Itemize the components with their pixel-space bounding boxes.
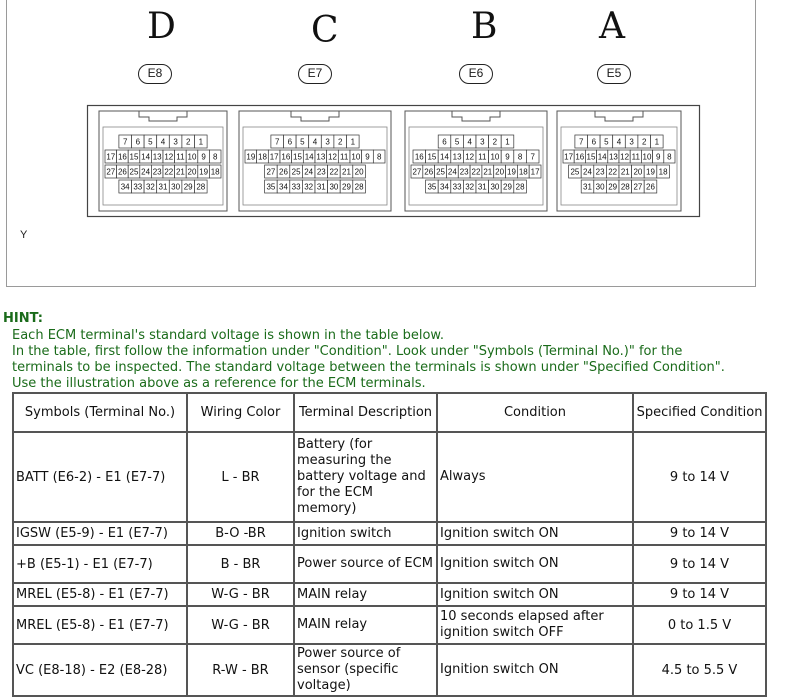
- pin-label: 11: [631, 152, 640, 162]
- pin-label: 28: [620, 182, 630, 192]
- table-row: [13, 606, 766, 644]
- pin-label: 25: [570, 167, 580, 177]
- header-condition: Condition: [437, 393, 633, 432]
- pin-label: 19: [507, 167, 516, 177]
- pin-label: 18: [258, 152, 267, 162]
- pin-label: 4: [616, 137, 622, 147]
- pin-label: 4: [160, 137, 166, 147]
- pin-label: 12: [164, 152, 174, 162]
- pin-label: 31: [477, 182, 487, 192]
- pin-label: 9: [655, 152, 661, 162]
- pin-label: 7: [530, 152, 535, 162]
- hint-title: HINT:: [3, 311, 43, 326]
- cell-wiring: B - BR: [187, 545, 294, 583]
- cell-wiring: R-W - BR: [187, 644, 294, 696]
- pin-label: 31: [583, 182, 592, 192]
- pin-label: 13: [152, 152, 162, 162]
- pin-label: 34: [120, 182, 130, 192]
- cell-wiring: B-O -BR: [187, 522, 294, 545]
- corner-mark: Y: [20, 229, 28, 241]
- pin-label: 3: [173, 137, 178, 147]
- cell-condition: Ignition switch ON: [437, 522, 633, 545]
- pin-label: 16: [117, 152, 127, 162]
- pin-label: 19: [199, 167, 209, 177]
- pin-label: 3: [325, 137, 330, 147]
- pin-label: 12: [620, 152, 630, 162]
- pin-label: 33: [291, 182, 301, 192]
- pin-label: 30: [171, 182, 181, 192]
- pin-label: 10: [642, 152, 652, 162]
- pin-label: 17: [106, 152, 116, 162]
- pin-label: 10: [490, 152, 500, 162]
- pin-label: 24: [583, 167, 592, 177]
- cell-condition: Ignition switch ON: [437, 545, 633, 583]
- pin-label: 2: [337, 137, 343, 147]
- pin-label: 23: [152, 167, 162, 177]
- pin-label: 32: [145, 182, 155, 192]
- pin-label: 16: [575, 152, 585, 162]
- pin-label: 31: [316, 182, 326, 192]
- pin-label: 5: [454, 137, 460, 147]
- pin-label: 14: [597, 152, 607, 162]
- pin-label: 21: [342, 167, 351, 177]
- pin-label: 21: [620, 167, 630, 177]
- pin-label: 5: [604, 137, 609, 147]
- pin-label: 4: [312, 137, 318, 147]
- cell-spec: 9 to 14 V: [633, 545, 766, 583]
- pin-label: 2: [185, 137, 191, 147]
- connector-code-e7: E7: [298, 64, 332, 84]
- pin-label: 27: [633, 182, 643, 192]
- ecm-connector-drawing: [87, 105, 700, 217]
- connector-letter-d: D: [147, 6, 176, 47]
- hint-line-4: Use the illustration above as a reference for the ECM terminals.: [12, 376, 426, 391]
- pin-label: 26: [117, 167, 127, 177]
- pin-label: 34: [440, 182, 449, 192]
- cell-spec: 9 to 14 V: [633, 522, 766, 545]
- pin-label: 15: [293, 152, 302, 162]
- connector-letter-b: B: [471, 6, 498, 47]
- pin-label: 20: [495, 167, 505, 177]
- pin-label: 6: [591, 137, 597, 147]
- pin-label: 29: [342, 182, 351, 192]
- cell-symbol: BATT (E6-2) - E1 (E7-7): [13, 432, 187, 522]
- header-specified-condition: Specified Condition: [633, 393, 766, 432]
- table-row: [13, 522, 766, 545]
- pin-label: 1: [654, 137, 660, 147]
- pin-label: 5: [300, 137, 305, 147]
- pin-label: 9: [201, 152, 206, 162]
- pin-label: 8: [517, 152, 523, 162]
- header-terminal-description: Terminal Description: [294, 393, 437, 432]
- pin-label: 11: [340, 152, 349, 162]
- cell-condition: 10 seconds elapsed after ignition switch OFF: [437, 606, 633, 644]
- connector-code-e5: E5: [597, 64, 631, 84]
- pin-label: 13: [452, 152, 462, 162]
- pin-label: 19: [646, 167, 655, 177]
- pin-label: 25: [129, 167, 139, 177]
- pin-label: 24: [447, 167, 457, 177]
- table-row: [13, 583, 766, 606]
- cell-spec: 4.5 to 5.5 V: [633, 644, 766, 696]
- pin-label: 27: [412, 167, 422, 177]
- pin-label: 13: [316, 152, 326, 162]
- pin-label: 11: [478, 152, 487, 162]
- pin-label: 27: [106, 167, 116, 177]
- pin-label: 16: [281, 152, 291, 162]
- cell-condition: Ignition switch ON: [437, 583, 633, 606]
- pin-label: 26: [279, 167, 288, 177]
- pin-label: 5: [148, 137, 153, 147]
- connector-code-e6: E6: [459, 64, 493, 84]
- pin-label: 18: [518, 167, 528, 177]
- cell-description: MAIN relay: [294, 583, 437, 606]
- cell-wiring: W-G - BR: [187, 606, 294, 644]
- pin-label: 14: [141, 152, 151, 162]
- pin-label: 35: [427, 182, 437, 192]
- cell-description: Power source of ECM: [294, 545, 437, 583]
- pin-label: 10: [351, 152, 361, 162]
- pin-label: 2: [641, 137, 647, 147]
- hint-line-2: In the table, first follow the information under "Condition". Look under "Symbols (Terminal No.)" for the: [12, 344, 683, 359]
- pin-label: 17: [530, 167, 540, 177]
- pin-label: 28: [354, 182, 364, 192]
- header-wiring-color: Wiring Color: [187, 393, 294, 432]
- pin-label: 17: [564, 152, 574, 162]
- cell-description: MAIN relay: [294, 606, 437, 644]
- pin-label: 8: [667, 152, 672, 162]
- pin-label: 20: [633, 167, 643, 177]
- cell-spec: 9 to 14 V: [633, 432, 766, 522]
- pin-label: 2: [492, 137, 498, 147]
- pin-label: 15: [129, 152, 139, 162]
- cell-description: Ignition switch: [294, 522, 437, 545]
- hint-line-1: Each ECM terminal's standard voltage is shown in the table below.: [12, 328, 445, 343]
- cell-condition: Ignition switch ON: [437, 644, 633, 696]
- pin-label: 6: [287, 137, 293, 147]
- pin-label: 28: [196, 182, 206, 192]
- cell-spec: 0 to 1.5 V: [633, 606, 766, 644]
- pin-label: 12: [465, 152, 475, 162]
- pin-label: 22: [608, 167, 618, 177]
- pin-label: 14: [304, 152, 314, 162]
- connector-letter-a: A: [599, 6, 625, 47]
- pin-label: 11: [176, 152, 185, 162]
- pin-label: 24: [141, 167, 151, 177]
- cell-symbol: +B (E5-1) - E1 (E7-7): [13, 545, 187, 583]
- pin-label: 33: [452, 182, 462, 192]
- pin-label: 6: [135, 137, 141, 147]
- pin-label: 30: [490, 182, 500, 192]
- pin-label: 30: [595, 182, 605, 192]
- pin-label: 29: [183, 182, 193, 192]
- pin-label: 22: [164, 167, 174, 177]
- pin-label: 10: [187, 152, 197, 162]
- pin-label: 16: [414, 152, 424, 162]
- cell-wiring: L - BR: [187, 432, 294, 522]
- pin-label: 22: [471, 167, 481, 177]
- pin-label: 17: [269, 152, 279, 162]
- cell-condition: Always: [437, 432, 633, 522]
- cell-symbol: MREL (E5-8) - E1 (E7-7): [13, 583, 187, 606]
- pin-label: 21: [175, 167, 185, 177]
- ecm-connector-illustration: [6, 0, 756, 287]
- pin-label: 6: [442, 137, 447, 147]
- pin-label: 26: [646, 182, 655, 192]
- connector-code-e8: E8: [138, 64, 172, 84]
- pin-label: 18: [210, 167, 220, 177]
- pin-label: 27: [266, 167, 276, 177]
- pin-label: 29: [503, 182, 512, 192]
- pin-label: 18: [658, 167, 668, 177]
- pin-label: 14: [440, 152, 449, 162]
- pin-label: 15: [427, 152, 437, 162]
- pin-label: 31: [158, 182, 168, 192]
- pin-label: 32: [304, 182, 314, 192]
- pin-label: 4: [467, 137, 472, 147]
- pin-label: 35: [266, 182, 276, 192]
- table-row: [13, 545, 766, 583]
- cell-symbol: VC (E8-18) - E2 (E8-28): [13, 644, 187, 696]
- pin-label: 23: [459, 167, 469, 177]
- pin-label: 13: [608, 152, 618, 162]
- pin-label: 28: [515, 182, 525, 192]
- pin-label: 24: [304, 167, 314, 177]
- pin-label: 8: [212, 152, 218, 162]
- pin-label: 7: [122, 137, 128, 147]
- pin-label: 15: [586, 152, 596, 162]
- pin-label: 20: [187, 167, 197, 177]
- pin-label: 29: [608, 182, 618, 192]
- cell-wiring: W-G - BR: [187, 583, 294, 606]
- pin-label: 9: [505, 152, 510, 162]
- cell-spec: 9 to 14 V: [633, 583, 766, 606]
- pin-label: 1: [505, 137, 510, 147]
- pin-label: 1: [350, 137, 356, 147]
- pin-label: 20: [354, 167, 364, 177]
- pin-label: 25: [436, 167, 445, 177]
- pin-label: 9: [365, 152, 370, 162]
- hint-line-3: terminals to be inspected. The standard voltage between the terminals is shown under "Specified Condition".: [12, 360, 725, 375]
- pin-label: 19: [246, 152, 256, 162]
- pin-label: 21: [483, 167, 493, 177]
- pin-label: 33: [133, 182, 143, 192]
- pin-label: 25: [291, 167, 301, 177]
- pin-label: 7: [578, 137, 584, 147]
- pin-label: 23: [595, 167, 605, 177]
- cell-symbol: IGSW (E5-9) - E1 (E7-7): [13, 522, 187, 545]
- pin-label: 3: [629, 137, 634, 147]
- pin-label: 30: [329, 182, 339, 192]
- pin-label: 23: [316, 167, 326, 177]
- pin-label: 32: [465, 182, 475, 192]
- table-row: [13, 644, 766, 696]
- terminal-voltage-table: [12, 392, 767, 697]
- pin-label: 3: [480, 137, 485, 147]
- pin-label: 22: [329, 167, 339, 177]
- pin-label: 8: [376, 152, 382, 162]
- cell-description: Power source of sensor (specific voltage): [294, 644, 437, 696]
- pin-label: 26: [424, 167, 434, 177]
- cell-symbol: MREL (E5-8) - E1 (E7-7): [13, 606, 187, 644]
- connector-letter-c: C: [311, 10, 339, 51]
- pin-label: 1: [198, 137, 204, 147]
- cell-description: Battery (for measuring the battery voltage and for the ECM memory): [294, 432, 437, 522]
- pin-label: 12: [328, 152, 337, 162]
- table-row: [13, 432, 766, 522]
- header-symbols: Symbols (Terminal No.): [13, 393, 187, 432]
- pin-label: 34: [279, 182, 288, 192]
- pin-label: 7: [274, 137, 280, 147]
- table-header-row: [13, 393, 766, 432]
